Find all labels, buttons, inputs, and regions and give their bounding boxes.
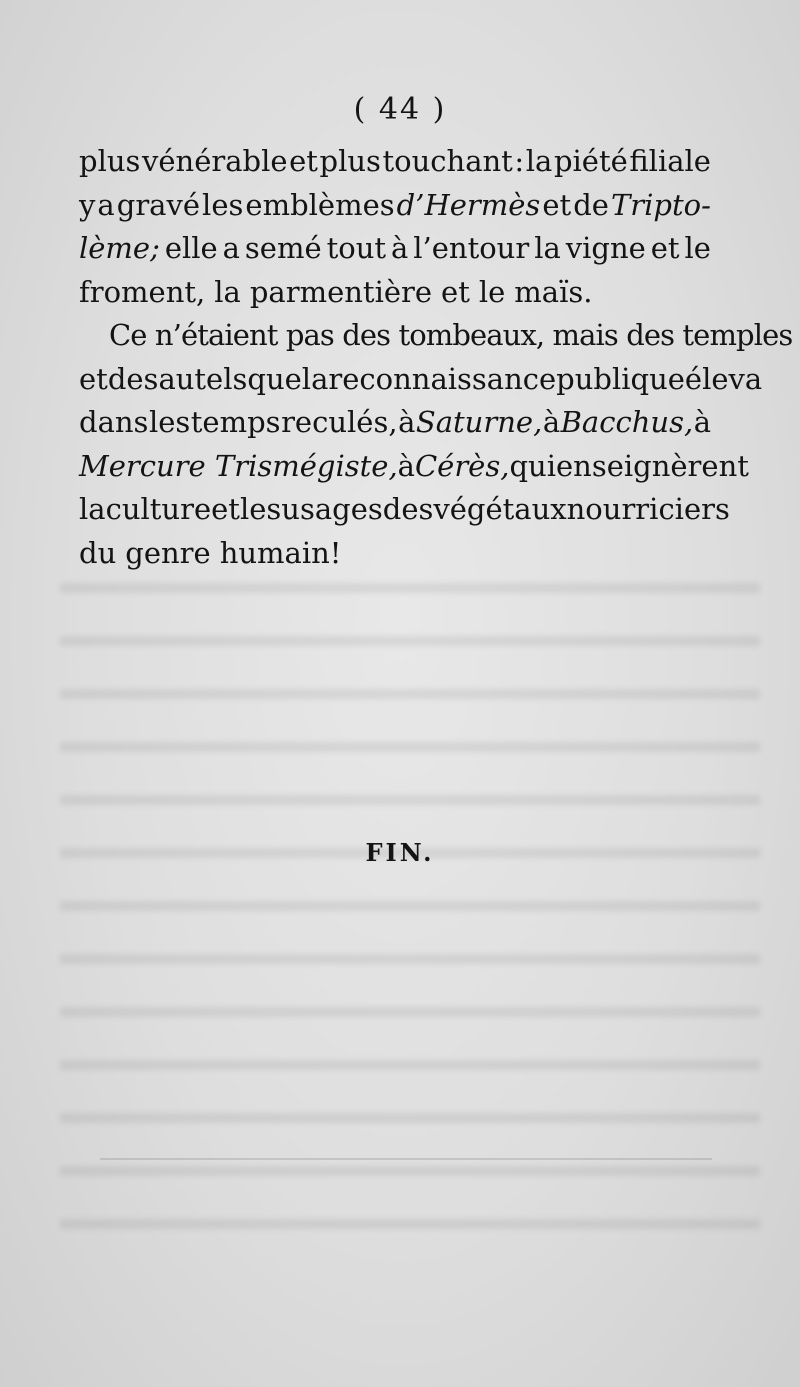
word: reculés, [281,405,398,439]
word: culture [105,492,212,526]
text-line [79,271,711,315]
word: le [478,274,506,309]
word: filiale [629,144,711,178]
word: nourriciers [566,492,730,526]
word: tout [326,231,387,265]
italic-name: lème; [79,231,160,265]
word: et [650,231,680,265]
footnote-rule-bleed [100,1158,712,1160]
word: temps [190,405,281,439]
word: que [247,361,302,396]
text-line [79,358,763,402]
word: a [222,231,240,265]
word: des [107,361,159,396]
word: à [397,448,415,483]
end-mark: FIN. [365,838,435,867]
word: la [79,492,106,526]
italic-name: Cérès, [414,448,510,483]
word: gravé [116,187,201,222]
word: vigne [565,231,646,265]
word: la [301,361,329,396]
word: l’entour [413,231,530,265]
word: du [79,535,117,570]
text-line [79,401,711,445]
page-number: ( 44 ) [353,92,447,127]
word: plus [79,144,141,178]
word: dans [79,405,149,439]
word: vénérable [141,144,288,178]
word: usages [281,492,383,526]
word: éleva [684,361,763,396]
word: : [514,144,525,178]
italic-name: Bacchus, [560,405,694,439]
italic-name: d’Hermès [396,187,541,222]
word: végétaux [433,492,567,526]
word: autels [158,361,248,396]
italic-name: Mercure Trismégiste, [79,448,398,483]
body-text [79,140,793,575]
text-line [79,227,711,271]
word: elle [164,231,218,265]
text-line [79,140,711,184]
word: et [542,187,572,222]
word: y [79,187,96,222]
text-line [79,445,749,489]
word: piété [553,144,628,178]
word: reconnaissance [328,361,557,396]
word: publique [556,361,685,396]
word: parmentière [249,274,433,309]
word: des [382,492,434,526]
word: humain! [219,535,342,570]
word: les [239,492,282,526]
word: a [97,187,115,222]
italic-name: Saturne, [415,405,543,439]
word: la [214,274,241,309]
word: le [684,231,711,265]
text-line [79,532,711,576]
text-line [79,184,711,228]
word: les [148,405,191,439]
word: touchant [382,144,513,178]
word: genre [125,535,211,570]
word: à [542,405,561,439]
word: de [573,187,609,222]
word: à [390,231,409,265]
italic-name: Tripto- [610,187,711,222]
word: les [202,187,244,222]
word: et [289,144,318,178]
word: plus [319,144,381,178]
word: maïs. [514,274,593,309]
word: la [534,231,561,265]
word: enseignèrent [555,448,749,483]
word: et [79,361,108,396]
word: Ce n’étaient pas des tombeaux, mais des temples [109,318,793,352]
text-line [79,314,793,358]
word: semé [244,231,322,265]
word: à [693,405,711,439]
word: froment, [79,274,206,309]
word: qui [509,448,556,483]
word: la [525,144,553,178]
word: emblèmes [245,187,395,222]
word: et [211,492,240,526]
word: et [441,274,470,309]
word: à [398,405,416,439]
text-line [79,488,730,532]
